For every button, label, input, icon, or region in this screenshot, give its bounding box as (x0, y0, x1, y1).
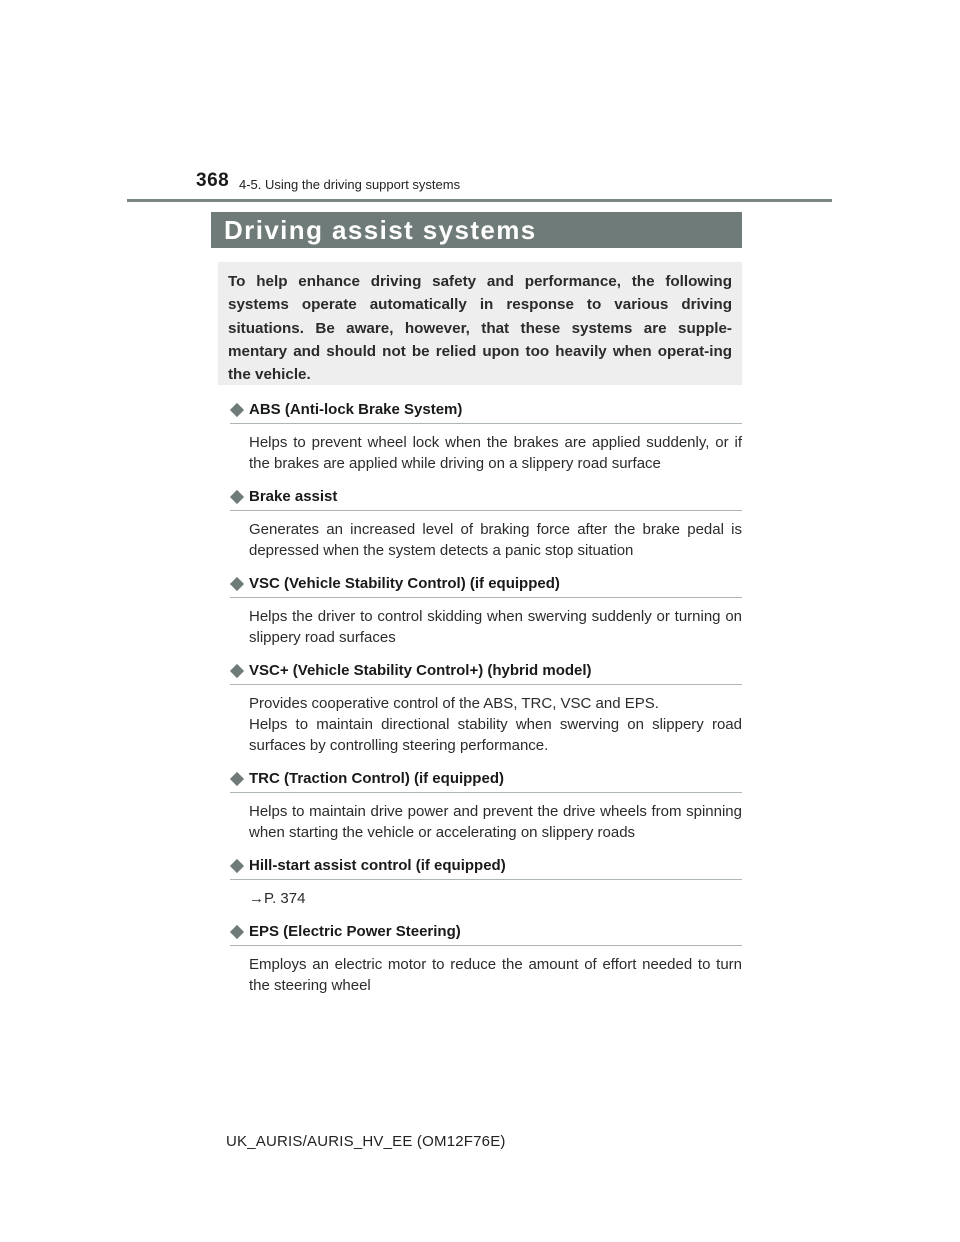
diamond-icon (230, 664, 244, 678)
item-heading-label: VSC+ (Vehicle Stability Control+) (hybrid model) (249, 662, 592, 679)
item-description (249, 432, 742, 474)
item-paragraph: Employs an electric motor to reduce the amount of effort needed to turn the steering wheel (249, 956, 742, 994)
item-heading (230, 398, 742, 424)
header-divider (127, 199, 832, 202)
item-heading (230, 767, 742, 793)
section-title: Driving assist systems (211, 212, 742, 248)
intro-text: To help enhance driving safety and performance, the following systems operate automatically in response to various driving situations. Be aware, however, that these systems are supple-mentary and should not be relied upon too heavily when operat-ing the vehicle. (228, 273, 732, 384)
item-heading-label: EPS (Electric Power Steering) (249, 923, 461, 940)
item-paragraph: Helps to maintain directional stability when swerving on slippery road surfaces by controlling steering performance. (249, 716, 742, 754)
item-heading-label: Hill-start assist control (if equipped) (249, 857, 506, 874)
item-paragraph: Helps the driver to control skidding when swerving suddenly or turning on slippery road surfaces (249, 608, 742, 646)
page-reference[interactable]: →P. 374 (249, 890, 306, 907)
system-list (230, 398, 742, 1007)
item-heading (230, 572, 742, 598)
item-heading (230, 920, 742, 946)
list-item (230, 854, 742, 909)
item-paragraph: Generates an increased level of braking force after the brake pedal is depressed when the system detects a panic stop situation (249, 521, 742, 559)
item-heading-label: VSC (Vehicle Stability Control) (if equipped) (249, 575, 560, 592)
item-description (249, 888, 742, 909)
diamond-icon (230, 925, 244, 939)
item-description (249, 801, 742, 843)
item-paragraph: Provides cooperative control of the ABS, TRC, VSC and EPS. (249, 695, 659, 712)
item-description (249, 954, 742, 996)
page-number: 368 (196, 170, 230, 191)
list-item (230, 920, 742, 996)
diamond-icon (230, 490, 244, 504)
list-item (230, 659, 742, 756)
diamond-icon (230, 403, 244, 417)
list-item (230, 398, 742, 474)
item-heading (230, 854, 742, 880)
diamond-icon (230, 859, 244, 873)
item-heading-label: Brake assist (249, 488, 338, 505)
diamond-icon (230, 772, 244, 786)
list-item (230, 485, 742, 561)
item-description (249, 519, 742, 561)
item-paragraph: Helps to maintain drive power and prevent the drive wheels from spinning when starting the vehicle or accelerating on slippery roads (249, 803, 742, 841)
diamond-icon (230, 577, 244, 591)
item-heading-label: TRC (Traction Control) (if equipped) (249, 770, 504, 787)
list-item (230, 572, 742, 648)
intro-box (218, 262, 742, 385)
item-paragraph: Helps to prevent wheel lock when the brakes are applied suddenly, or if the brakes are applied while driving on a slippery road surface (249, 434, 742, 472)
item-heading (230, 485, 742, 511)
item-description (249, 606, 742, 648)
list-item (230, 767, 742, 843)
footer-code: UK_AURIS/AURIS_HV_EE (OM12F76E) (226, 1133, 506, 1150)
chapter-title: 4-5. Using the driving support systems (239, 177, 461, 192)
item-heading-label: ABS (Anti-lock Brake System) (249, 401, 463, 418)
item-heading (230, 659, 742, 685)
item-description (249, 693, 742, 756)
